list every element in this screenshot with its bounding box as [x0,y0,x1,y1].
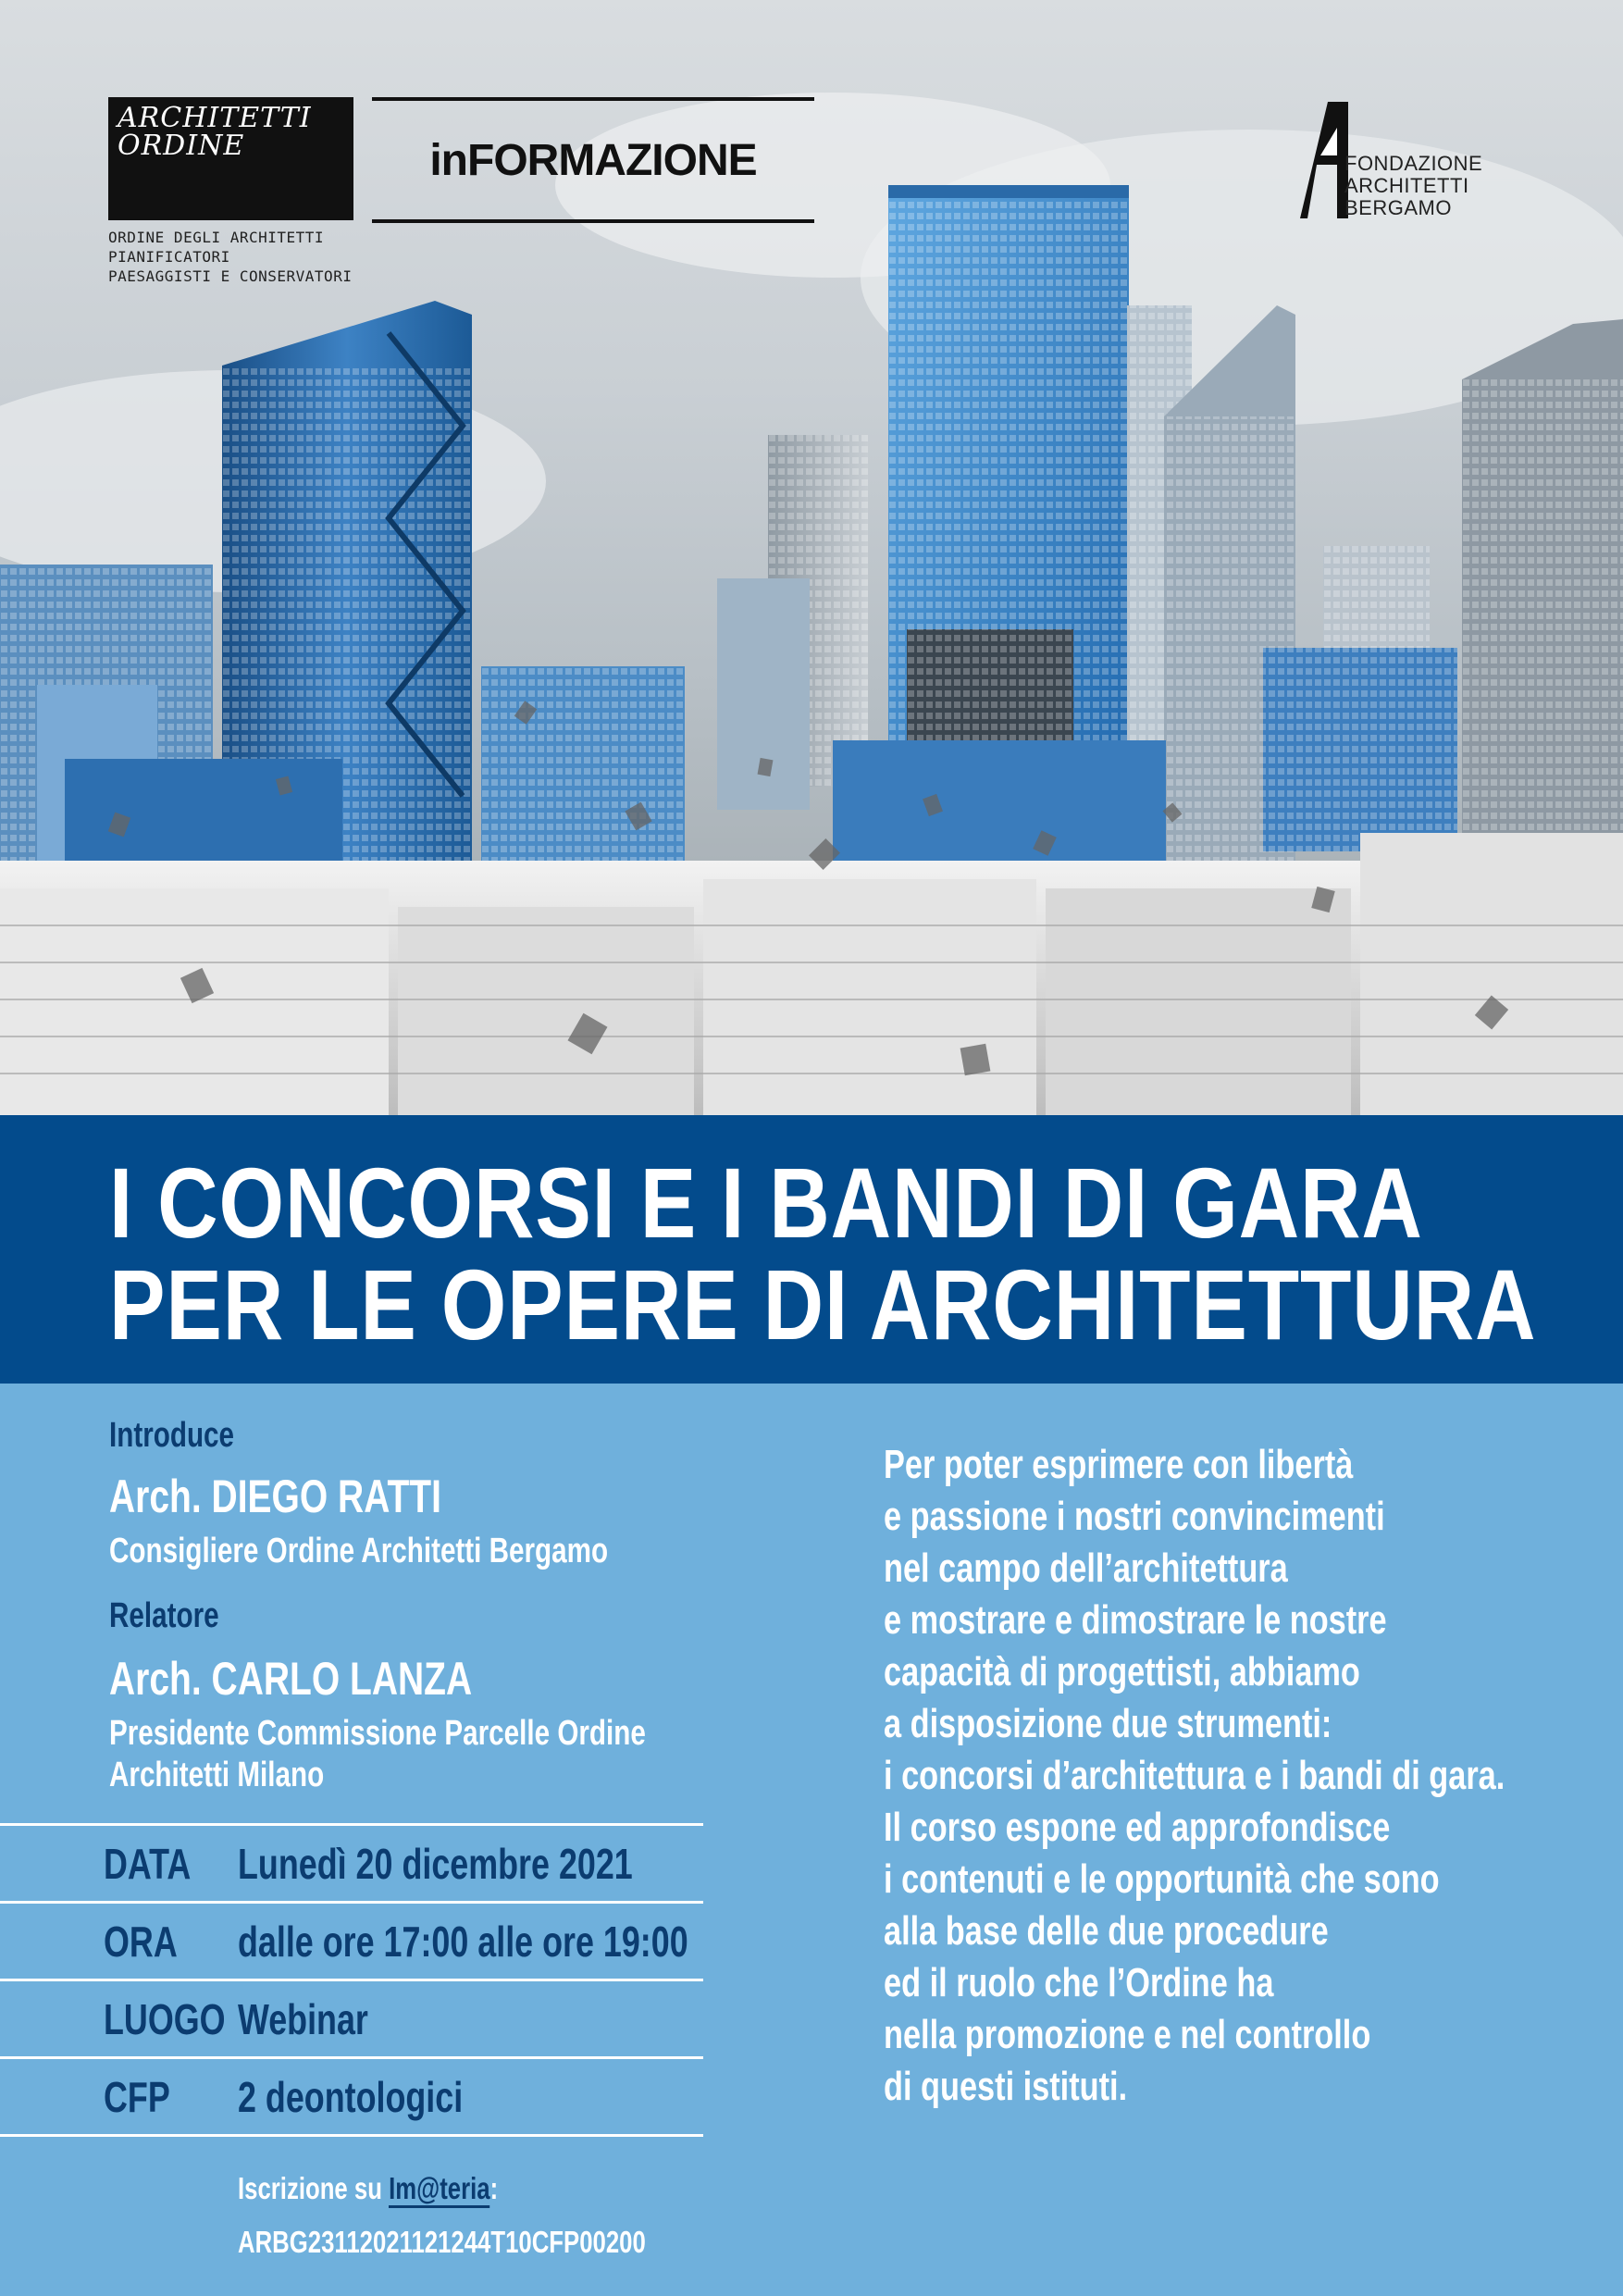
fondazione-line-1: FONDAZIONE [1344,152,1483,175]
description-line: alla base delle due procedure [884,1908,1329,1954]
registration-prefix: Iscrizione su [238,2171,390,2205]
detail-value: dalle ore 17:00 alle ore 19:00 [238,1917,688,1966]
description-line: a disposizione due strumenti: [884,1701,1332,1746]
ordine-line-3: PAESAGGISTI E CONSERVATORI [108,267,353,285]
informazione-heading: inFORMAZIONE [372,97,814,223]
introduce-label: Introduce [109,1416,235,1455]
ordine-logo [108,97,353,220]
description-line: e mostrare e dimostrare le nostre [884,1597,1387,1643]
description-line: i contenuti e le opportunità che sono [884,1856,1440,1902]
ordine-logo-mark: ARCHITETTI ORDINE [118,102,312,162]
description-line: nella promozione e nel controllo [884,2012,1371,2057]
description-line: Il corso espone ed approfondisce [884,1805,1391,1850]
fondazione-logo [1300,100,1504,220]
relatore-role-line-2: Architetti Milano [109,1756,325,1794]
detail-value: Webinar [238,1995,368,2043]
description-line: Per poter esprimere con libertà [884,1442,1354,1487]
detail-row-data [0,1823,703,1901]
description-line: ed il ruolo che l’Ordine ha [884,1960,1274,2005]
imateria-link[interactable]: Im@teria [389,2171,490,2208]
registration-suffix: : [489,2171,499,2205]
detail-row-cfp [0,2056,703,2137]
relatore-label: Relatore [109,1596,219,1635]
ordine-line-1: ORDINE DEGLI ARCHITETTI [108,229,325,246]
ordine-line-2: PIANIFICATORI [108,248,230,266]
description-line: nel campo dell’architettura [884,1545,1288,1591]
course-description [884,1439,1623,2113]
detail-key: ORA [104,1917,178,1966]
introduce-role: Consigliere Ordine Architetti Bergamo [109,1532,609,1570]
description-line: capacità di progettisti, abbiamo [884,1649,1360,1694]
description-line: e passione i nostri convincimenti [884,1494,1385,1539]
detail-value: Lunedì 20 dicembre 2021 [238,1840,633,1888]
fondazione-line-2: ARCHITETTI [1344,174,1469,197]
ordine-name [108,228,404,286]
detail-key: DATA [104,1840,192,1888]
detail-key: LUOGO [104,1995,226,2043]
hero-image [0,0,1623,1115]
title-band [0,1115,1623,1384]
relatore-name: Arch. CARLO LANZA [109,1653,473,1705]
registration-code: ARBG23112021121244T10CFP00200 [238,2225,646,2259]
relatore-role-line-1: Presidente Commissione Parcelle Ordine [109,1714,646,1753]
detail-key: CFP [104,2073,170,2121]
registration-line [238,2171,498,2206]
event-details-table [0,1823,703,2137]
detail-value: 2 deontologici [238,2073,464,2121]
detail-row-luogo [0,1979,703,2056]
fondazione-line-3: BERGAMO [1344,196,1452,219]
description-line: i concorsi d’architettura e i bandi di gara. [884,1753,1505,1798]
introduce-name: Arch. DIEGO RATTI [109,1471,441,1522]
detail-row-ora [0,1901,703,1979]
description-line: di questi istituti. [884,2064,1128,2109]
title-line-1: I CONCORSI E I BANDI DI GARA [109,1147,1423,1259]
title-line-2: PER LE OPERE DI ARCHITETTURA [109,1248,1537,1360]
